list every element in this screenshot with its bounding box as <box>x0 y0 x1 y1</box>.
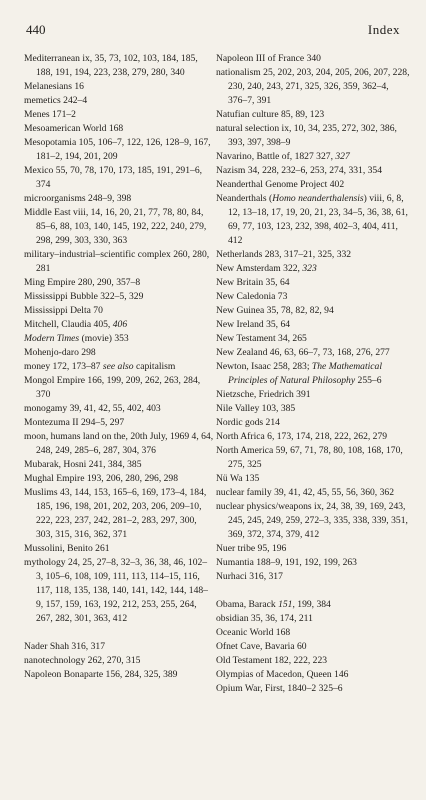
index-column-left <box>24 52 214 682</box>
entry-post: (movie) 353 <box>79 333 129 344</box>
entry-post: 255–6 <box>355 375 382 386</box>
index-entry <box>216 66 410 108</box>
entry-text: mythology 24, 25, 27–8, 32–3, 36, 38, 46, 102–3, 105–6, 108, 109, 111, 113, 114–15, 116, 117, 118, 135, 138, 140, 141, 142, 144, 148–9, 157, 159, 163, 192, 212, 253, 255, 264, 267, 282, 301, 363, 412 <box>24 557 208 624</box>
index-column-right <box>216 52 410 696</box>
entry-text: Mesoamerican World 168 <box>24 123 124 134</box>
index-entry <box>216 262 410 276</box>
entry-ital: 151 <box>278 599 293 610</box>
entry-text: Nurhaci 316, 317 <box>216 571 283 582</box>
index-entry <box>216 192 410 248</box>
entry-pre: New Amsterdam 322, <box>216 263 303 274</box>
index-entry <box>216 332 410 346</box>
index-entry <box>24 164 214 192</box>
entry-text: Middle East viii, 14, 16, 20, 21, 77, 78, 80, 84, 85–6, 88, 103, 140, 145, 192, 222, 240, 279, 298, 299, 303, 330, 363 <box>24 207 207 246</box>
entry-pre: Mitchell, Claudia 405, <box>24 319 113 330</box>
entry-text: Mesopotamia 105, 106–7, 122, 126, 128–9, 167, 181–2, 194, 201, 209 <box>24 137 211 162</box>
entry-text: Mediterranean ix, 35, 73, 102, 103, 184, 185, 188, 191, 194, 223, 238, 279, 280, 340 <box>24 53 198 78</box>
index-entry <box>216 444 410 472</box>
entry-text: Nazism 34, 228, 232–6, 253, 274, 331, 354 <box>216 165 383 176</box>
entry-post: ) viii, 6, 8, 12, 13–18, 17, 19, 20, 21, 23, 34–5, 36, 38, 61, 69, 77, 103, 123, 232, 398, 402–3, 404, 411, 412 <box>228 193 408 246</box>
entry-pre: Obama, Barack <box>216 599 279 610</box>
entry-text: Menes 171–2 <box>24 109 76 120</box>
entry-text: Muslims 43, 144, 153, 165–6, 169, 173–4, 184, 185, 196, 198, 201, 202, 203, 206, 209–10, 222, 223, 237, 242, 281–2, 283, 297, 300, 303, 315, 316, 362, 371 <box>24 487 207 540</box>
entry-text: nationalism 25, 202, 203, 204, 205, 206, 207, 228, 230, 240, 243, 271, 325, 326, 359, 362–4, 376–7, 391 <box>216 67 410 106</box>
entry-text: natural selection ix, 10, 34, 235, 272, 302, 386, 393, 397, 398–9 <box>216 123 397 148</box>
index-entry <box>216 276 410 290</box>
page-number: 440 <box>26 22 46 37</box>
index-entry <box>216 178 410 192</box>
entry-text: New Caledonia 73 <box>216 291 288 302</box>
entry-pre: Neanderthals ( <box>216 193 273 204</box>
index-entry <box>24 458 214 472</box>
entry-text: Nile Valley 103, 385 <box>216 403 296 414</box>
entry-text: military–industrial–scientific complex 260, 280, 281 <box>24 249 210 274</box>
entry-text: Olympias of Macedon, Queen 146 <box>216 669 349 680</box>
index-entry <box>24 668 214 682</box>
entry-text: New Britain 35, 64 <box>216 277 290 288</box>
entry-text: nanotechnology 262, 270, 315 <box>24 655 141 666</box>
index-entry <box>216 346 410 360</box>
index-entry <box>24 276 214 290</box>
index-entry <box>24 290 214 304</box>
index-entry <box>24 486 214 542</box>
entry-pre: money 172, 173–87 <box>24 361 103 372</box>
index-entry <box>216 486 410 500</box>
index-entry <box>24 472 214 486</box>
index-entry <box>24 416 214 430</box>
index-entry <box>216 598 410 612</box>
index-entry <box>216 556 410 570</box>
entry-text: Nordic gods 214 <box>216 417 280 428</box>
index-entry <box>24 402 214 416</box>
letter-gap <box>24 626 214 640</box>
index-entry <box>216 542 410 556</box>
index-entry <box>216 430 410 444</box>
entry-text: nuclear physics/weapons ix, 24, 38, 39, 169, 243, 245, 245, 249, 259, 272–3, 335, 338, 339, 351, 369, 372, 374, 379, 412 <box>216 501 408 540</box>
index-entry <box>24 52 214 80</box>
entry-text: New Ireland 35, 64 <box>216 319 291 330</box>
entry-text: Melanesians 16 <box>24 81 84 92</box>
entry-pre: Newton, Isaac 258, 283; <box>216 361 312 372</box>
entry-ital: Modern Times <box>24 333 80 344</box>
entry-text: Numantia 188–9, 191, 192, 199, 263 <box>216 557 357 568</box>
entry-text: Mongol Empire 166, 199, 209, 262, 263, 284, 370 <box>24 375 201 400</box>
index-entry <box>216 402 410 416</box>
entry-ital: 406 <box>112 319 128 330</box>
entry-pre: Navarino, Battle of, 1827 327, <box>216 151 336 162</box>
index-entry <box>24 122 214 136</box>
entry-text: Natufian culture 85, 89, 123 <box>216 109 325 120</box>
entry-text: Netherlands 283, 317–21, 325, 332 <box>216 249 352 260</box>
entry-text: Montezuma II 294–5, 297 <box>24 417 125 428</box>
entry-text: Ming Empire 280, 290, 357–8 <box>24 277 141 288</box>
index-entry <box>216 668 410 682</box>
index-entry <box>24 206 214 248</box>
index-entry <box>216 416 410 430</box>
index-entry <box>24 304 214 318</box>
index-entry <box>216 122 410 150</box>
entry-text: monogamy 39, 41, 42, 55, 402, 403 <box>24 403 161 414</box>
entry-text: memetics 242–4 <box>24 95 88 106</box>
index-entry <box>24 108 214 122</box>
index-entry <box>24 640 214 654</box>
index-entry <box>24 192 214 206</box>
index-entry <box>216 500 410 542</box>
entry-text: New Guinea 35, 78, 82, 82, 94 <box>216 305 334 316</box>
entry-text: Napoleon Bonaparte 156, 284, 325, 389 <box>24 669 178 680</box>
entry-text: Neanderthal Genome Project 402 <box>216 179 345 190</box>
index-entry <box>216 304 410 318</box>
index-entry <box>24 248 214 276</box>
index-entry <box>24 346 214 360</box>
index-entry <box>216 640 410 654</box>
index-entry <box>216 388 410 402</box>
entry-text: Mughal Empire 193, 206, 280, 296, 298 <box>24 473 179 484</box>
index-entry <box>216 626 410 640</box>
entry-ital: 323 <box>302 263 317 274</box>
running-title: Index <box>367 22 400 37</box>
index-entry <box>24 318 214 332</box>
entry-text: nuclear family 39, 41, 42, 45, 55, 56, 360, 362 <box>216 487 394 498</box>
entry-ital: The Mathematical Principles of Natural Philosophy <box>228 361 382 386</box>
letter-gap <box>216 584 410 598</box>
entry-ital: see also <box>102 361 134 372</box>
index-entry <box>216 472 410 486</box>
index-entry <box>216 52 410 66</box>
entry-text: Mussolini, Benito 261 <box>24 543 110 554</box>
entry-text: New Testament 34, 265 <box>216 333 307 344</box>
index-entry <box>216 108 410 122</box>
index-entry <box>24 430 214 458</box>
entry-text: Opium War, First, 1840–2 325–6 <box>216 683 343 694</box>
entry-post: capitalism <box>133 361 176 372</box>
entry-text: Mississippi Delta 70 <box>24 305 103 316</box>
index-entry <box>216 654 410 668</box>
entry-text: Ofnet Cave, Bavaria 60 <box>216 641 307 652</box>
entry-text: moon, humans land on the, 20th July, 1969 4, 64, 248, 249, 285–6, 287, 304, 376 <box>24 431 214 456</box>
entry-text: Mohenjo-daro 298 <box>24 347 96 358</box>
index-entry <box>216 290 410 304</box>
entry-text: North Africa 6, 173, 174, 218, 222, 262, 279 <box>216 431 388 442</box>
entry-text: Mexico 55, 70, 78, 170, 173, 185, 191, 291–6, 374 <box>24 165 203 190</box>
index-entry <box>24 360 214 374</box>
index-entry <box>24 332 214 346</box>
entry-text: obsidian 35, 36, 174, 211 <box>216 613 313 624</box>
entry-text: Nü Wa 135 <box>216 473 260 484</box>
index-entry <box>216 360 410 388</box>
index-entry <box>216 612 410 626</box>
entry-text: Old Testament 182, 222, 223 <box>216 655 328 666</box>
index-entry <box>24 556 214 626</box>
entry-text: Nader Shah 316, 317 <box>24 641 105 652</box>
index-entry <box>216 682 410 696</box>
index-entry <box>24 80 214 94</box>
entry-ital: 327 <box>335 151 350 162</box>
entry-post: , 199, 384 <box>292 599 331 610</box>
entry-text: Mississippi Bubble 322–5, 329 <box>24 291 144 302</box>
index-entry <box>24 374 214 402</box>
index-entry <box>24 654 214 668</box>
index-entry <box>216 318 410 332</box>
index-entry <box>24 136 214 164</box>
entry-text: North America 59, 67, 71, 78, 80, 108, 168, 170, 275, 325 <box>216 445 403 470</box>
entry-text: New Zealand 46, 63, 66–7, 73, 168, 276, 277 <box>216 347 390 358</box>
entry-text: Nuer tribe 95, 196 <box>216 543 287 554</box>
index-entry <box>24 94 214 108</box>
entry-text: Napoleon III of France 340 <box>216 53 321 64</box>
index-entry <box>216 570 410 584</box>
index-entry <box>24 542 214 556</box>
index-entry <box>216 248 410 262</box>
index-entry <box>216 150 410 164</box>
entry-text: Nietzsche, Friedrich 391 <box>216 389 311 400</box>
page-header <box>26 22 400 42</box>
index-entry <box>216 164 410 178</box>
entry-text: Oceanic World 168 <box>216 627 291 638</box>
entry-text: Mubarak, Hosni 241, 384, 385 <box>24 459 142 470</box>
entry-ital: Homo neanderthalensis <box>272 193 364 204</box>
entry-text: microorganisms 248–9, 398 <box>24 193 132 204</box>
